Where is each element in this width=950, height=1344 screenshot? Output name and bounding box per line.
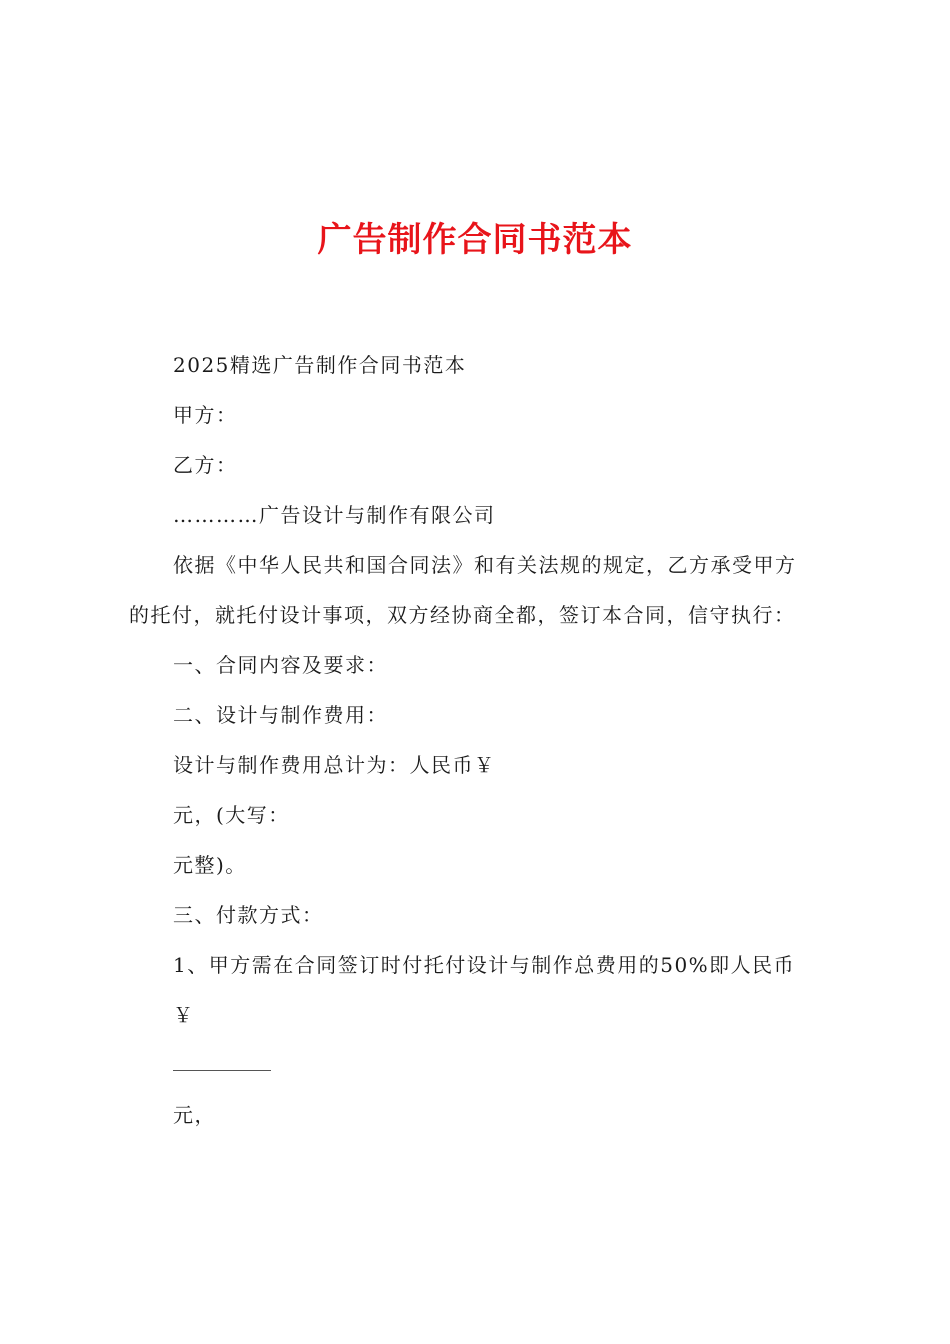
blank-amount-underline <box>173 1070 271 1071</box>
payment-item-1: 1、甲方需在合同签订时付托付设计与制作总费用的50%即人民币 <box>173 953 796 977</box>
payment-yuan-line: 元， <box>173 1103 216 1127</box>
fee-capital-line: 元整)。 <box>173 853 247 877</box>
section-3-heading: 三、付款方式： <box>173 903 324 927</box>
preamble-line-2: 的托付，就托付设计事项，双方经协商全都，签订本合同，信守执行： <box>129 603 796 627</box>
fee-yuan-line: 元，(大写： <box>173 803 290 827</box>
currency-symbol-line: ￥ <box>173 1003 195 1027</box>
preamble-line-1: 依据《中华人民共和国合同法》和有关法规的规定，乙方承受甲方 <box>173 553 797 577</box>
subtitle-line: 2025精选广告制作合同书范本 <box>173 353 467 377</box>
company-line: …………广告设计与制作有限公司 <box>173 503 496 527</box>
section-2-heading: 二、设计与制作费用： <box>173 703 388 727</box>
party-b-line: 乙方： <box>173 453 238 477</box>
party-a-line: 甲方： <box>173 403 238 427</box>
section-1-heading: 一、合同内容及要求： <box>173 653 388 677</box>
fee-total-line: 设计与制作费用总计为：人民币￥ <box>173 753 496 777</box>
document-title: 广告制作合同书范本 <box>317 220 633 260</box>
